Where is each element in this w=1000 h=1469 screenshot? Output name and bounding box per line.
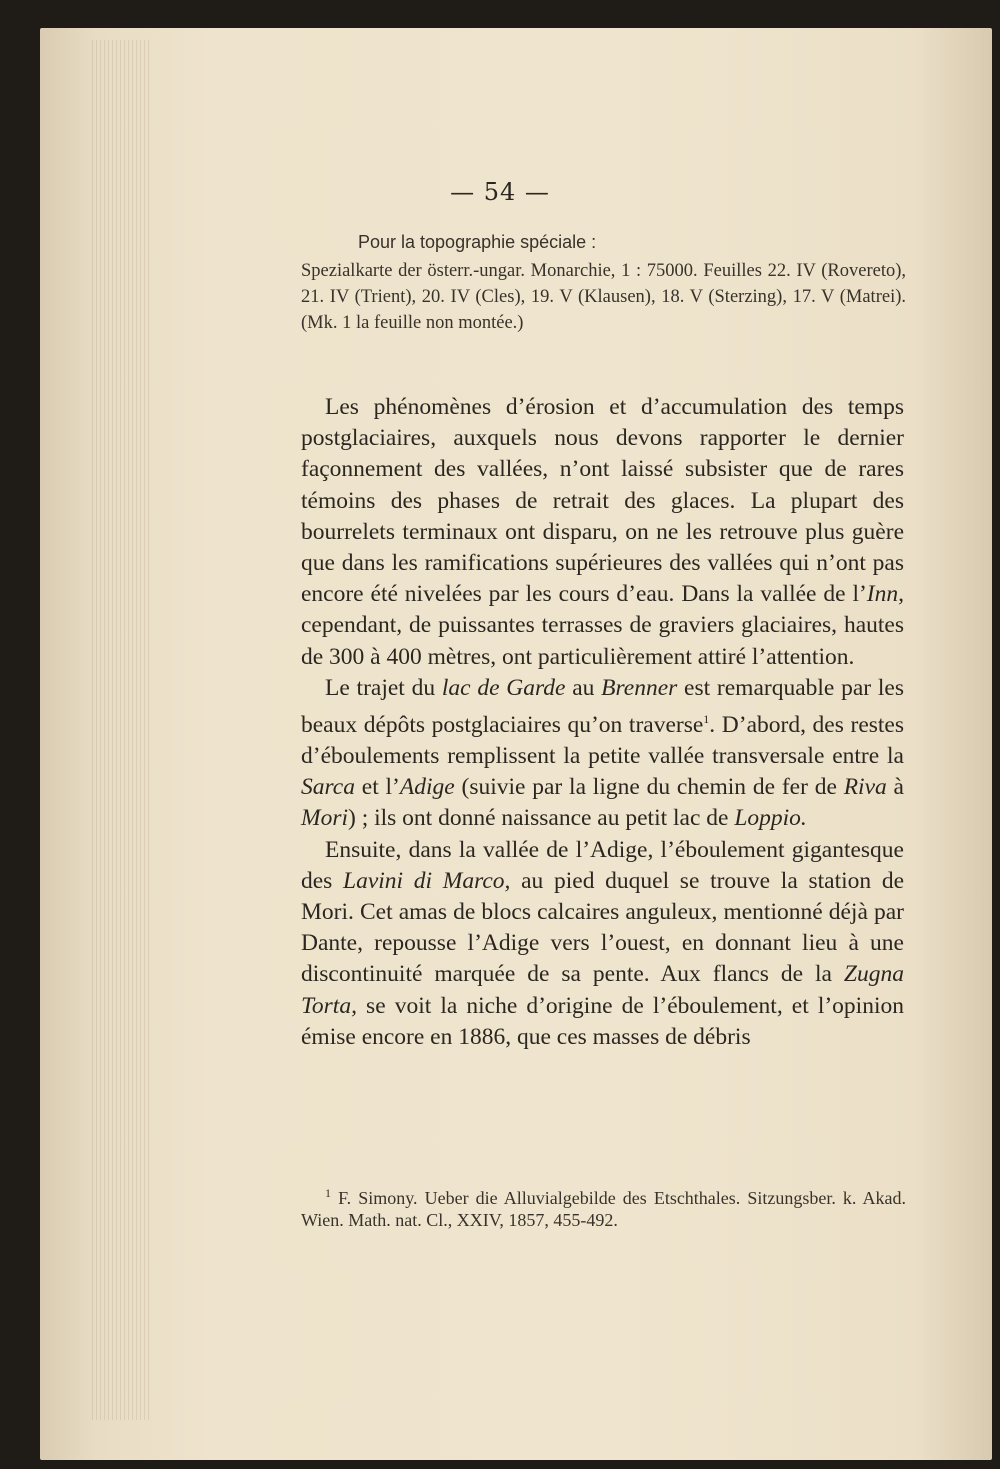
p3-text-c: se voit la niche d’origine de l’éboulement, et l’opinion émise encore en 1886, que ces masses de débris [301, 992, 904, 1050]
paragraph-2 [301, 673, 904, 835]
p3-text-a: Ensuite, dans la vallée de l’Adige, l’éboulement gigantesque des [301, 836, 904, 894]
p3-lavini: Lavini di Marco, [343, 867, 511, 894]
p2-brenner: Brenner [601, 674, 678, 701]
topography-body: Spezialkarte der österr.-ungar. Monarchie, 1 : 75000. Feuilles 22. IV (Rovereto), 21. IV (Trient), 20. IV (Cles), 19. V (Klausen), 18. V (Sterzing), 17. V (Matrei). (Mk. 1 la feuille non montée.) [301, 261, 906, 333]
p2-text-h: ) ; ils ont donné naissance au petit lac de [348, 805, 735, 832]
page-number: — 54 — [450, 178, 550, 206]
topography-heading: Pour la topographie spéciale : [358, 232, 597, 252]
footnote-ref: 1 [703, 712, 710, 727]
p2-mori: Mori [301, 805, 348, 832]
p2-text-d: . D’abord, des restes d’éboulements remplissent la petite vallée transversale entre la [301, 711, 904, 770]
p2-text-a: Le trajet du [325, 674, 442, 701]
p1-inn: Inn, [866, 581, 904, 608]
p2-adige: Adige [399, 774, 455, 801]
footnote-text: F. Simony. Ueber die Alluvialgebilde des Etschthales. Sitzungsber. k. Akad. Wien. Math. nat. Cl., XXIV, 1857, 455-492. [301, 1188, 906, 1230]
p3-text-b: au pied duquel se trouve la station de Mori. Cet amas de blocs calcaires anguleux, mentionné déjà par Dante, repousse l’Adige vers l’ouest, en donnant lieu à une discontinuité marquée de sa pente. Aux flancs de la [301, 867, 905, 988]
p1-text-a: Les phénomènes d’érosion et d’accumulation des temps postglaciaires, auxquels nous devons rapporter le dernier façonnement des vallées, n’ont laissé subsister que de rares témoins des phases de retrait des glaces. La plupart des bourrelets terminaux ont disparu, on ne les retrouve plus guère que dans les ramifications supérieures des vallées qui n’ont pas encore été nivelées par les cours d’eau. Dans la vallée de l’ [301, 394, 904, 608]
p3-zugna: Zugna Torta, [301, 961, 904, 1019]
p2-text-c: est remarquable par les beaux dépôts postglaciaires qu’on traverse [301, 674, 904, 738]
p2-text-e: et l’ [354, 774, 400, 801]
paragraph-1 [301, 392, 904, 673]
p2-loppio: Loppio. [734, 805, 807, 832]
main-text [301, 392, 904, 1053]
p2-text-f: (suivie par la ligne du chemin de fer de [454, 774, 844, 801]
p2-garde: lac de Garde [441, 674, 566, 701]
p2-riva: Riva [843, 774, 887, 801]
p2-text-b: au [565, 674, 602, 701]
footnote-marker: 1 [325, 1186, 331, 1200]
p2-text-g: à [886, 774, 904, 801]
p2-sarca: Sarca [301, 774, 355, 801]
footnote [301, 1182, 906, 1231]
paragraph-3 [301, 835, 904, 1053]
p1-text-b: cependant, de puissantes terrasses de graviers glaciaires, hautes de 300 à 400 mètres, ont particulièrement attiré l’attention. [301, 612, 904, 670]
page-edges [92, 40, 150, 1420]
